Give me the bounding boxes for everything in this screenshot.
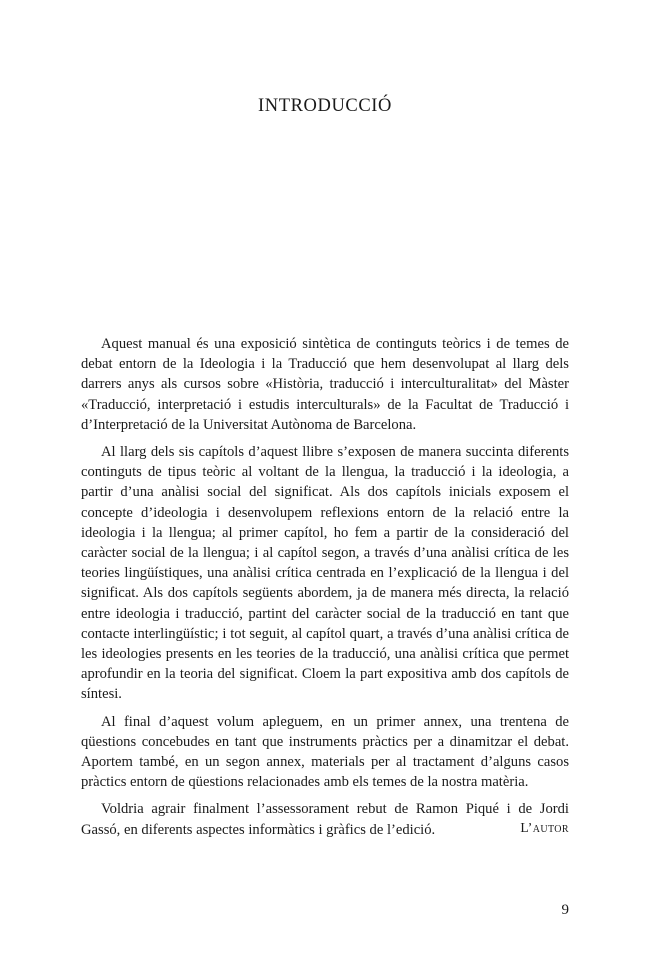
body-text — [81, 334, 569, 847]
paragraph-2: Al llarg dels sis capítols d’aquest llibre s’exposen de manera succinta diferents continguts de tipus teòric al voltant de la llengua, la traducció i la ideologia, a partir d’una anàlisi social del significat. Als dos capítols inicials exposem el concepte d’ideologia i desenvolupem reflexions entorn de la relació entre la ideologia i la llengua; al primer capítol, ho fem a partir de la consideració del caràcter social de la llengua; i al capítol segon, a través d’una anàlisi crítica de les teories lingüístiques, una anàlisi crítica centrada en l’explicació de la llengua i del significat. Als dos capítols següents abordem, ja de manera més directa, la relació entre ideologia i traducció, partint del caràcter social de la traducció en tant que contacte interlingüístic; i tot seguit, al capítol quart, a través d’una anàlisi crítica de les ideologies presents en les teories de la traducció, una anàlisi crítica que permet aprofundir en la teoria del significat. Cloem la part expositiva amb dos capítols de síntesi. — [81, 444, 569, 703]
paragraph-3: Al final d’aquest volum apleguem, en un primer annex, una trentena de qüestions concebudes en tant que instruments pràctics per a dinamitzar el debat. Aportem també, en un segon annex, materials per al tractament d’alguns casos pràctics entorn de qüestions relacionades amb els temes de la nostra matèria. — [81, 713, 569, 791]
author-signature: L’autor — [520, 820, 569, 835]
paragraph-1: Aquest manual és una exposició sintètica de continguts teòrics i de temes de debat entorn de la Ideologia i la Traducció que hem desenvolupat al llarg dels darrers anys als cursos sobre «Història, traducció i interculturalitat» del Màster «Traducció, interpretació i estudis interculturals» de la Facultat de Traducció i d’Interpretació de la Universitat Autònoma de Barcelona. — [81, 336, 569, 433]
page-title: INTRODUCCIÓ — [257, 96, 393, 116]
paragraph-4: Voldria agrair finalment l’assessorament rebut de Ramon Piqué i de Jordi Gassó, en diferents aspectes informàtics i gràfics de l’edició. — [81, 801, 569, 838]
page-number: 9 — [561, 902, 569, 918]
